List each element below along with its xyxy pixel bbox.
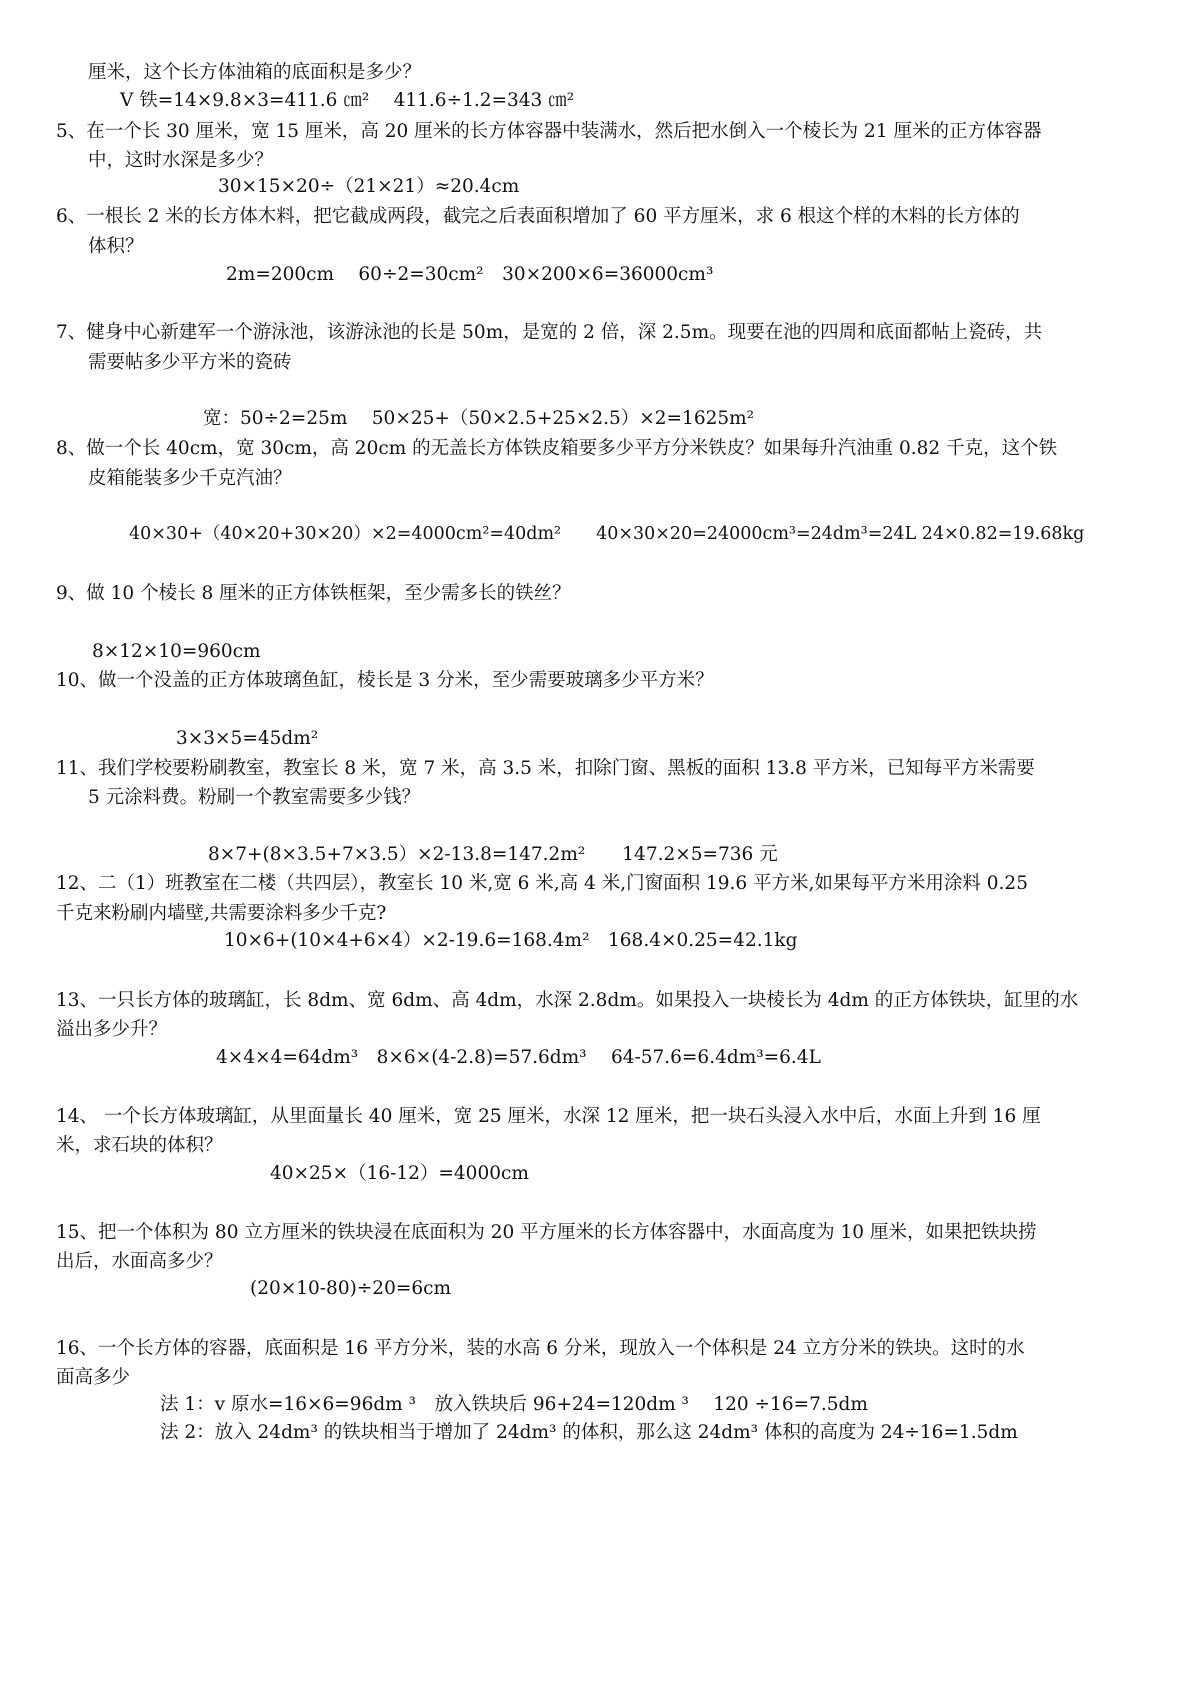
problem-8-answer: 40×30+（40×20+30×20）×2=4000cm²=40dm² 40×30×20=24000cm³=24dm³=24L 24×0.82=19.68kg bbox=[129, 524, 1085, 544]
problem-15-text-cont: 出后，水面高多少？ bbox=[56, 1251, 223, 1272]
problem-12-text: 12、二（1）班教室在二楼（共四层），教室长 10 米,宽 6 米,高 4 米,门窗面积 19.6 平方米,如果每平方米用涂料 0.25 bbox=[56, 873, 1028, 894]
problem-12-answer: 10×6+(10×4+6×4）×2-19.6=168.4m² 168.4×0.25=42.1kg bbox=[224, 930, 798, 951]
problem-13-text-cont: 溢出多少升？ bbox=[56, 1019, 168, 1040]
problem-11-answer: 8×7+(8×3.5+7×3.5）×2-13.8=147.2m² 147.2×5=736 元 bbox=[208, 844, 778, 865]
problem-13-text: 13、一只长方体的玻璃缸，长 8dm、宽 6dm、高 4dm，水深 2.8dm。如果投入一块棱长为 4dm 的正方体铁块，缸里的水 bbox=[56, 990, 1079, 1011]
problem-9-answer: 8×12×10=960cm bbox=[92, 641, 261, 662]
problem-11-text-cont: 5 元涂料费。粉刷一个教室需要多少钱？ bbox=[88, 787, 421, 808]
problem-14-text: 14、 一个长方体玻璃缸，从里面量长 40 厘米，宽 25 厘米，水深 12 厘米，把一块石头浸入水中后，水面上升到 16 厘 bbox=[56, 1106, 1041, 1127]
problem-4-text-tail: 厘米，这个长方体油箱的底面积是多少？ bbox=[88, 62, 422, 83]
problem-6-text-cont: 体积？ bbox=[88, 236, 144, 257]
problem-5-answer: 30×15×20÷（21×21）≈20.4cm bbox=[218, 176, 520, 197]
problem-14-answer: 40×25×（16-12）=4000cm bbox=[270, 1163, 529, 1184]
problem-8-text-cont: 皮箱能装多少千克汽油？ bbox=[88, 468, 292, 489]
problem-6-text: 6、一根长 2 米的长方体木料，把它截成两段，截完之后表面积增加了 60 平方厘米，求 6 根这个样的木料的长方体的 bbox=[56, 206, 1020, 227]
problem-16-answer-method-1: 法 1：v 原水=16×6=96dm ³ 放入铁块后 96+24=120dm ³ 120 ÷16=7.5dm bbox=[160, 1394, 868, 1415]
problem-8-text: 8、做一个长 40cm，宽 30cm，高 20cm 的无盖长方体铁皮箱要多少平方分米铁皮？如果每升汽油重 0.82 千克，这个铁 bbox=[56, 438, 1058, 459]
problem-5-text: 5、在一个长 30 厘米，宽 15 厘米，高 20 厘米的长方体容器中装满水，然后把水倒入一个棱长为 21 厘米的正方体容器 bbox=[56, 121, 1042, 142]
problem-6-answer: 2m=200cm 60÷2=30cm² 30×200×6=36000cm³ bbox=[226, 264, 714, 285]
problem-10-answer: 3×3×5=45dm² bbox=[176, 728, 319, 749]
problem-16-text: 16、一个长方体的容器，底面积是 16 平方分米，装的水高 6 分米，现放入一个体积是 24 立方分米的铁块。这时的水 bbox=[56, 1338, 1025, 1359]
problem-10-text: 10、做一个没盖的正方体玻璃鱼缸，棱长是 3 分米，至少需要玻璃多少平方米？ bbox=[56, 670, 714, 691]
problem-15-text: 15、把一个体积为 80 立方厘米的铁块浸在底面积为 20 平方厘米的长方体容器中，水面高度为 10 厘米，如果把铁块捞 bbox=[56, 1222, 1037, 1243]
problem-5-text-cont: 中，这时水深是多少？ bbox=[88, 150, 274, 171]
problem-7-text-cont: 需要帖多少平方米的瓷砖 bbox=[88, 352, 292, 373]
problem-14-text-cont: 米，求石块的体积？ bbox=[56, 1135, 223, 1156]
problem-7-answer: 宽：50÷2=25m 50×25+（50×2.5+25×2.5）×2=1625m² bbox=[203, 408, 755, 429]
problem-15-answer: (20×10-80)÷20=6cm bbox=[250, 1278, 452, 1299]
problem-4-answer: V 铁=14×9.8×3=411.6 ㎝² 411.6÷1.2=343 ㎝² bbox=[120, 90, 575, 111]
problem-13-answer: 4×4×4=64dm³ 8×6×(4-2.8)=57.6dm³ 64-57.6=6.4dm³=6.4L bbox=[216, 1047, 821, 1068]
problem-7-text: 7、健身中心新建军一个游泳池，该游泳池的长是 50m，是宽的 2 倍，深 2.5m。现要在池的四周和底面都帖上瓷砖，共 bbox=[56, 322, 1043, 343]
problem-16-text-cont: 面高多少 bbox=[56, 1367, 131, 1388]
problem-11-text: 11、我们学校要粉刷教室，教室长 8 米，宽 7 米，高 3.5 米，扣除门窗、黑板的面积 13.8 平方米，已知每平方米需要 bbox=[56, 758, 1035, 779]
problem-12-text-cont: 千克来粉刷内墙壁,共需要涂料多少千克? bbox=[56, 903, 387, 924]
problem-9-text: 9、做 10 个棱长 8 厘米的正方体铁框架，至少需多长的铁丝？ bbox=[56, 583, 571, 604]
problem-16-answer-method-2: 法 2：放入 24dm³ 的铁块相当于增加了 24dm³ 的体积，那么这 24dm³ 体积的高度为 24÷16=1.5dm bbox=[160, 1422, 1018, 1443]
